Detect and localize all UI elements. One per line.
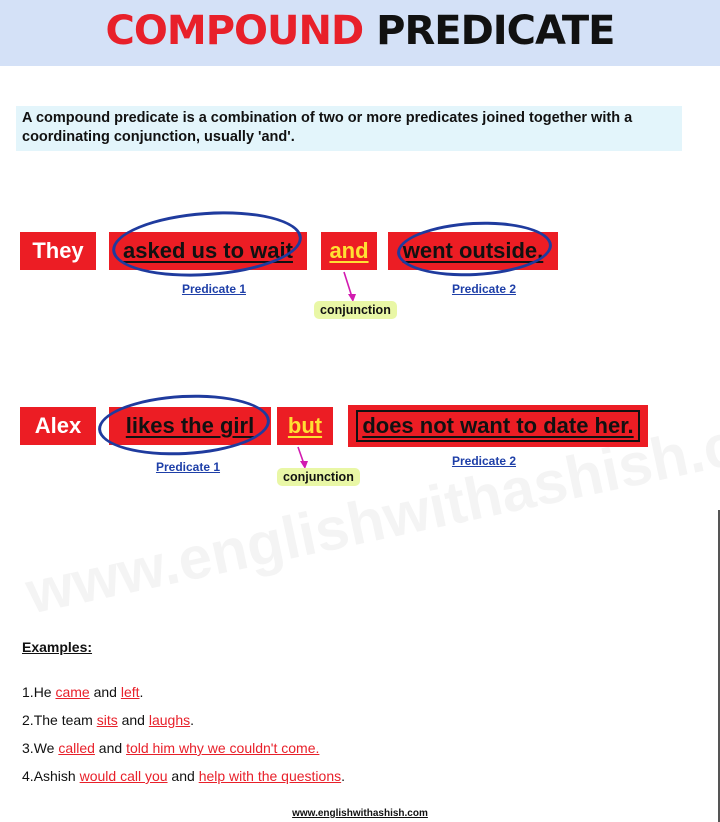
example-predicate: would call you: [79, 768, 168, 784]
example-number: 2.: [22, 712, 34, 728]
sentence2-conjunction: but: [287, 413, 323, 438]
sentence2-predicate1-circle: [97, 391, 272, 460]
example-text: and: [89, 684, 121, 700]
sentence1-predicate2-circle: [396, 218, 554, 280]
sentence2-subject: Alex: [34, 413, 82, 438]
example-predicate: laughs: [148, 712, 191, 728]
sentence2-predicate2-box: [348, 405, 648, 447]
sentence1-conjunction-arrow: [340, 270, 360, 304]
sentence1-conjunction: and: [329, 238, 369, 263]
sentence1-conjunction-label: conjunction: [314, 301, 397, 319]
example-text: and: [167, 768, 199, 784]
sentence1-predicate2: went outside.: [402, 238, 544, 263]
sentence1-predicate1: asked us to wait: [123, 238, 293, 263]
example-predicate: sits: [96, 712, 118, 728]
example-predicate: called: [58, 740, 95, 756]
sentence2-predicate2-label: Predicate 2: [451, 454, 517, 468]
example-text: He: [33, 684, 56, 700]
sentence1-predicate2-label: Predicate 2: [451, 282, 517, 296]
footer-url: www.englishwithashish.com: [292, 808, 428, 819]
example-text: The team: [33, 712, 97, 728]
page-title: [0, 8, 720, 54]
example-predicate: left: [120, 684, 140, 700]
sentence1-subject: They: [32, 238, 84, 263]
example-text: .: [341, 768, 346, 784]
example-number: 1.: [22, 684, 34, 700]
example-text: Ashish: [33, 768, 80, 784]
sentence2-predicate1: likes the girl: [125, 413, 255, 438]
title-word-compound: COMPOUND: [105, 8, 364, 54]
example-text: and: [117, 712, 149, 728]
examples-heading: Examples:: [22, 639, 93, 655]
sentence2-conjunction-box: [277, 407, 333, 445]
title-word-predicate: PREDICATE: [376, 8, 615, 54]
example-item-4: [22, 768, 345, 784]
example-item-2: [22, 712, 194, 728]
example-text: and: [94, 740, 127, 756]
sentence2-conjunction-label: conjunction: [277, 468, 360, 486]
definition-text: A compound predicate is a combination of two or more predicates joined together with a coordinating conjunction, usually 'and'.: [16, 106, 682, 151]
example-item-1: [22, 684, 143, 700]
example-predicate: told him why we couldn't come.: [126, 740, 320, 756]
sentence2-predicate2: does not want to date her.: [356, 410, 639, 442]
example-text: .: [190, 712, 195, 728]
sentence2-subject-box: [20, 407, 96, 445]
example-text: .: [139, 684, 144, 700]
sentence2-predicate1-label: Predicate 1: [155, 460, 221, 474]
sentence1-subject-box: [20, 232, 96, 270]
sentence1-conjunction-box: [321, 232, 377, 270]
example-number: 3.: [22, 740, 34, 756]
example-predicate: help with the questions: [198, 768, 342, 784]
example-text: We: [33, 740, 59, 756]
example-item-3: [22, 740, 319, 756]
sentence1-predicate1-circle: [110, 205, 304, 282]
example-number: 4.: [22, 768, 34, 784]
example-predicate: came: [55, 684, 90, 700]
sentence1-predicate1-label: Predicate 1: [181, 282, 247, 296]
